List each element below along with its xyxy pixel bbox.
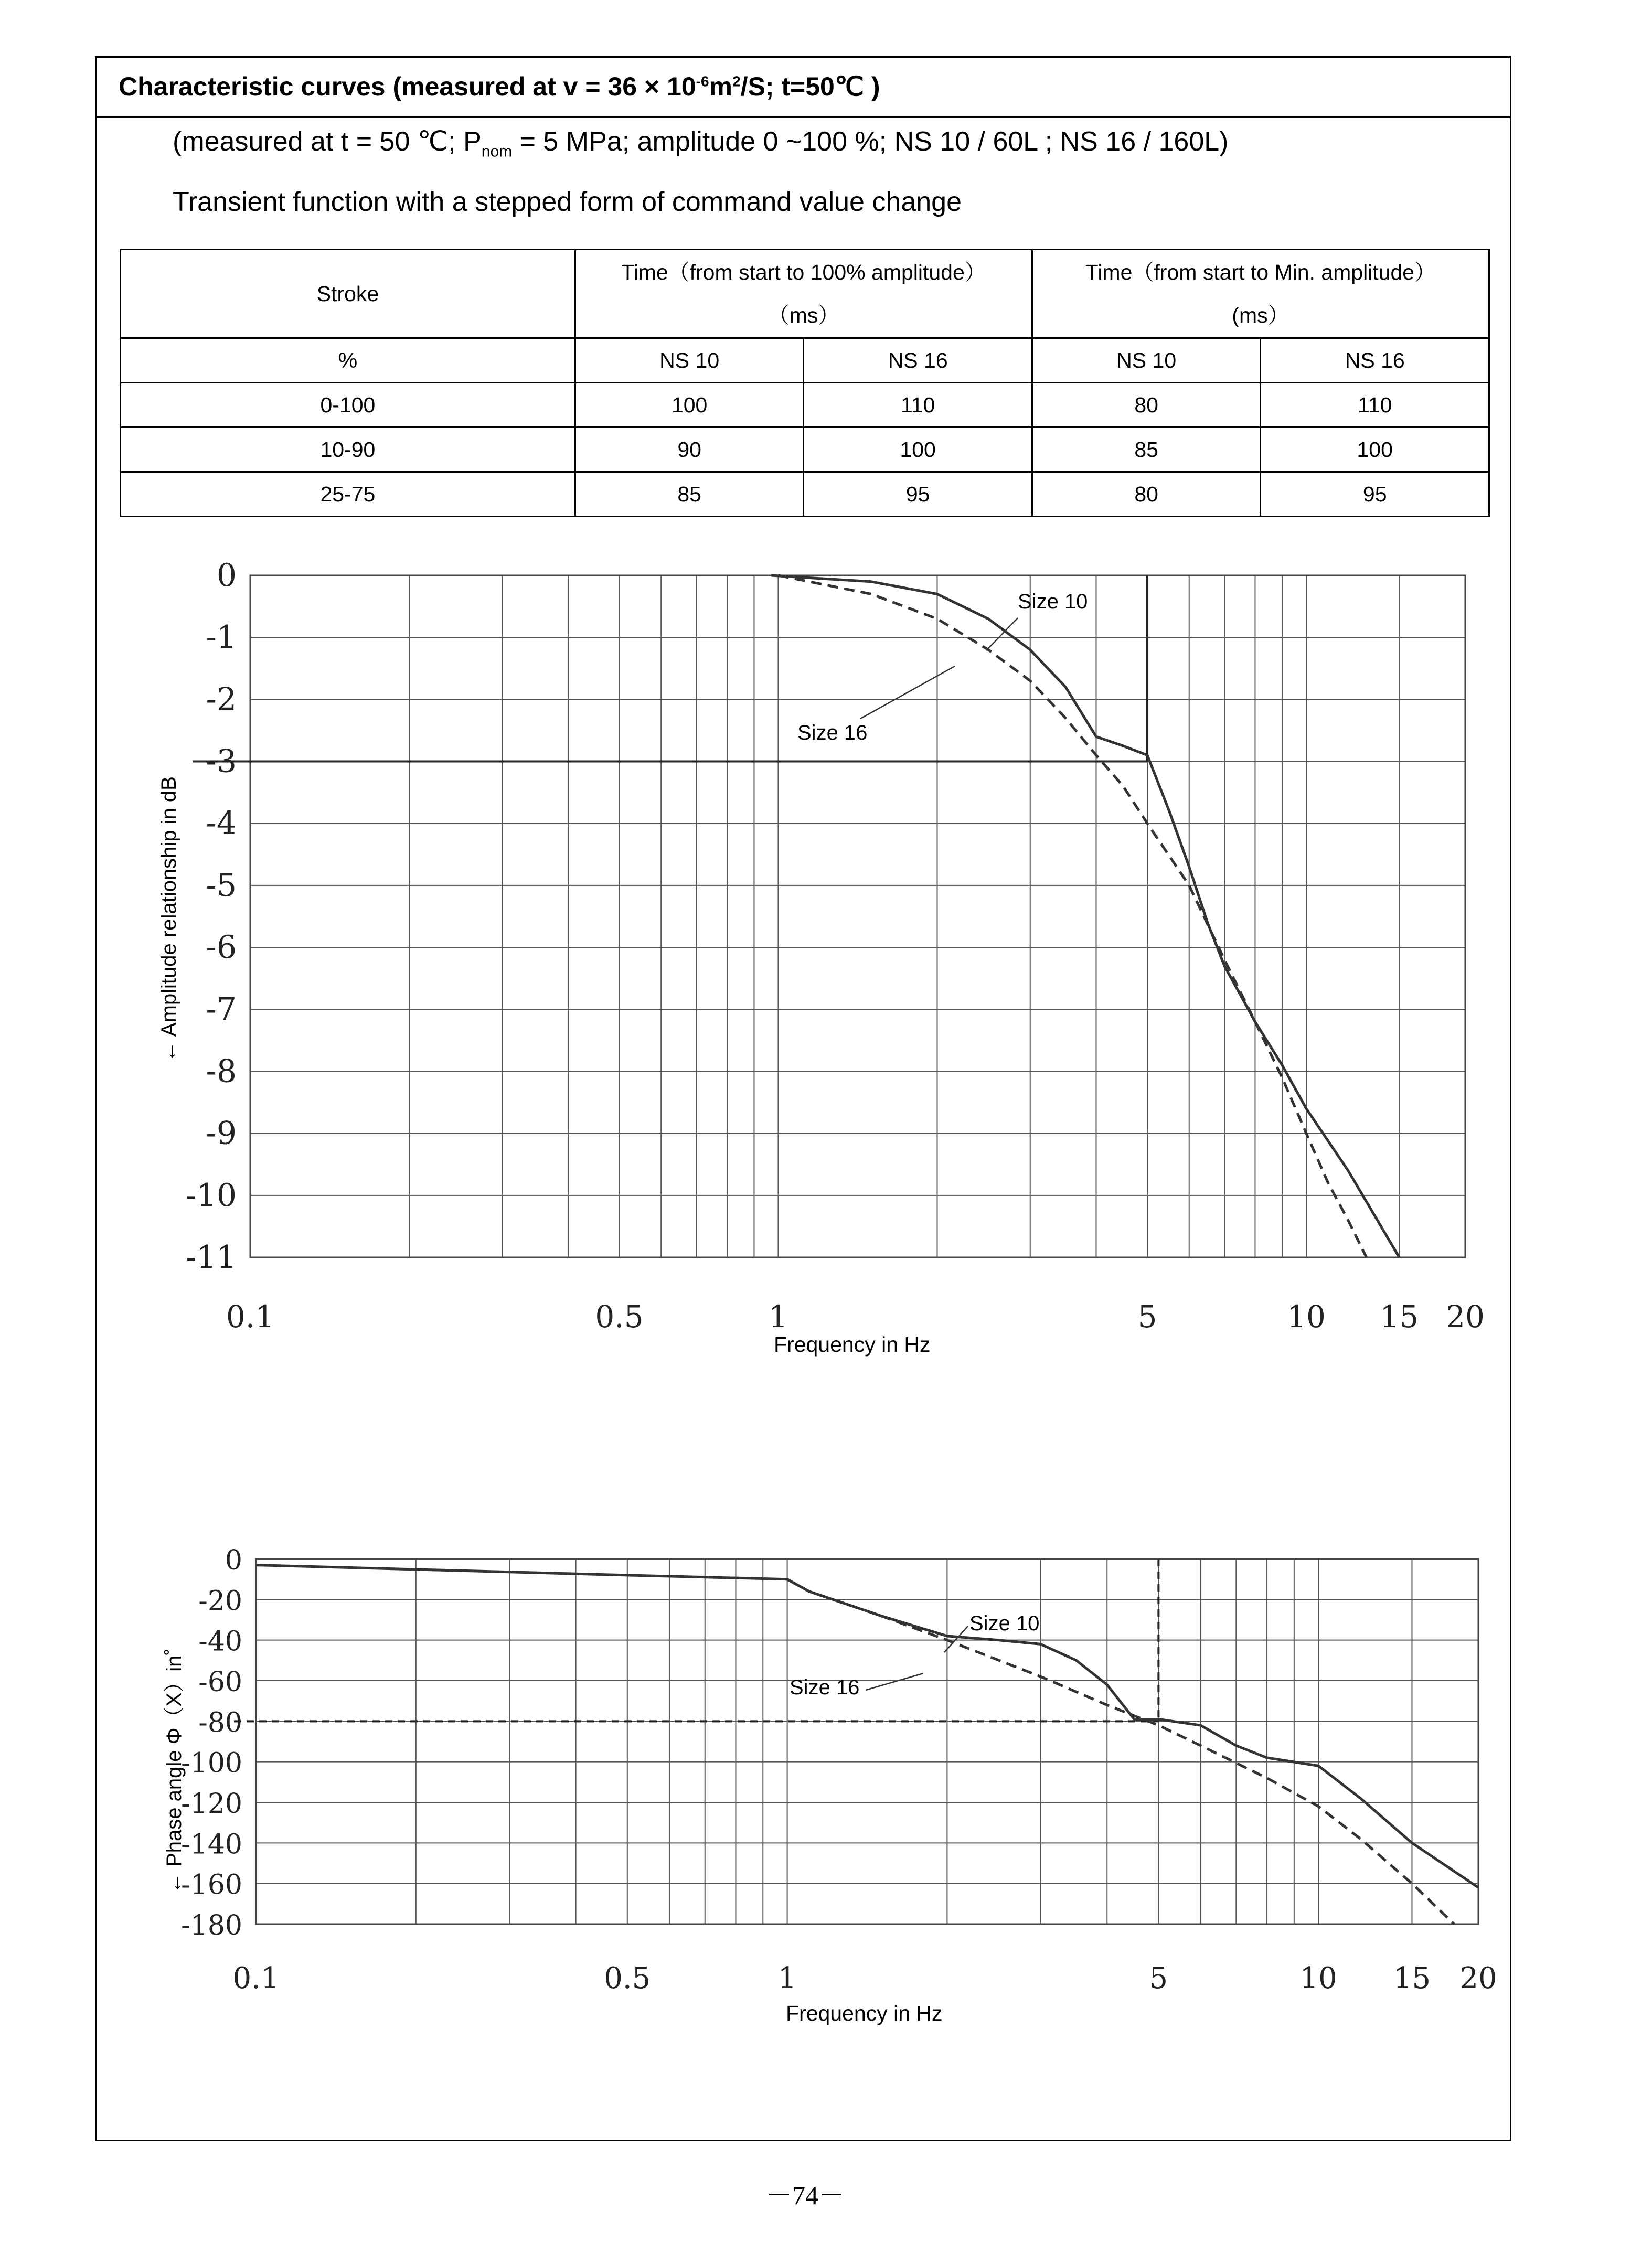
phase-plot bbox=[181, 1545, 1497, 1995]
amplitude-x-tick-label: 1 bbox=[769, 1299, 788, 1334]
amplitude-y-axis-title: ← Amplitude relationship in dB bbox=[157, 776, 180, 1062]
phase-x-tick-label: 5 bbox=[1149, 1961, 1168, 1995]
table-cell: 100 bbox=[1261, 428, 1489, 472]
phase-y-tick-label: -120 bbox=[181, 1788, 242, 1820]
phase-x-tick-label: 0.1 bbox=[232, 1961, 280, 1995]
phase-series-size10-line bbox=[256, 1565, 1478, 1888]
table-cell: 80 bbox=[1032, 383, 1261, 428]
amplitude-x-tick-label: 0.1 bbox=[226, 1299, 275, 1334]
phase-plot-frame bbox=[256, 1559, 1478, 1924]
section-subtitle: Transient function with a stepped form of command value change bbox=[173, 187, 962, 217]
unit-cell: % bbox=[121, 338, 575, 383]
amplitude-y-tick-label: -3 bbox=[206, 743, 237, 780]
amplitude-y-tick-label: -2 bbox=[206, 681, 237, 718]
unit-cell: NS 10 bbox=[1032, 338, 1261, 383]
measurement-conditions: (measured at t = 50 ℃; $P_{nom} = 5$ MPa; amplitude 0 ~100 %; NS 10 / 60L ; NS 16 / 160L) bbox=[173, 126, 1229, 161]
phase-y-tick-label: -80 bbox=[198, 1707, 242, 1739]
phase-y-tick-label: -180 bbox=[181, 1910, 242, 1941]
amplitude-y-tick-label: -7 bbox=[206, 991, 237, 1028]
amplitude-series-size16-line bbox=[779, 575, 1367, 1257]
amplitude-x-tick-label: 20 bbox=[1446, 1299, 1485, 1334]
amplitude-y-tick-label: 0 bbox=[216, 557, 237, 594]
amplitude-annotation-label: Size 10 bbox=[1018, 590, 1088, 613]
amplitude-y-tick-label: -9 bbox=[206, 1115, 237, 1152]
page-number: －74－ bbox=[766, 2181, 845, 2210]
amplitude-y-tick-label: -5 bbox=[206, 867, 237, 904]
phase-x-tick-label: 1 bbox=[777, 1961, 797, 1995]
phase-series-size16-line bbox=[787, 1579, 1454, 1924]
table-cell: 85 bbox=[575, 472, 804, 517]
amplitude-series-size10-line bbox=[771, 575, 1399, 1257]
table-cell: 0-100 bbox=[121, 383, 575, 428]
amplitude-annotation-label: Size 16 bbox=[797, 721, 868, 744]
amplitude-y-tick-label: -4 bbox=[206, 805, 237, 842]
amplitude-plot-frame bbox=[250, 575, 1465, 1257]
table-cell: 95 bbox=[1261, 472, 1489, 517]
amplitude-y-tick-label: -8 bbox=[206, 1053, 237, 1090]
phase-y-tick-label: -20 bbox=[198, 1585, 242, 1617]
phase-x-tick-label: 15 bbox=[1393, 1961, 1431, 1995]
phase-annotation-label: Size 10 bbox=[969, 1612, 1040, 1635]
phase-x-tick-label: 20 bbox=[1459, 1961, 1497, 1995]
amplitude-x-axis-title: Frequency in Hz bbox=[774, 1332, 931, 1357]
amplitude-annotation-leader bbox=[986, 618, 1018, 650]
amplitude-x-tick-label: 5 bbox=[1137, 1299, 1157, 1334]
table-cell: 110 bbox=[804, 383, 1032, 428]
table-cell: 100 bbox=[575, 383, 804, 428]
table-cell: 95 bbox=[804, 472, 1032, 517]
table-cell: 10-90 bbox=[121, 428, 575, 472]
phase-y-tick-label: -140 bbox=[181, 1829, 242, 1861]
time-up-header: Time（from start to 100% amplitude） （ms） bbox=[575, 250, 1032, 338]
phase-y-tick-label: -160 bbox=[181, 1869, 242, 1901]
amplitude-y-tick-label: -1 bbox=[206, 619, 237, 656]
phase-x-axis-title: Frequency in Hz bbox=[786, 2001, 943, 2025]
table-cell: 80 bbox=[1032, 472, 1261, 517]
amplitude-plot bbox=[186, 557, 1485, 1334]
amplitude-x-tick-label: 15 bbox=[1380, 1299, 1419, 1334]
phase-x-tick-label: 0.5 bbox=[604, 1961, 651, 1995]
phase-y-tick-label: -100 bbox=[181, 1747, 242, 1779]
table-cell: 90 bbox=[575, 428, 804, 472]
unit-cell: NS 16 bbox=[804, 338, 1032, 383]
table-cell: 25-75 bbox=[121, 472, 575, 517]
phase-y-axis-title: ← Phase angle Φ（X）in˚ bbox=[163, 1648, 186, 1894]
page-title: Characteristic curves (measured at $v = 36 \times 10^{-6}m^2/S$; t=50℃ ) bbox=[119, 72, 880, 101]
amplitude-y-tick-label: -10 bbox=[186, 1177, 237, 1214]
amplitude-annotation-leader bbox=[860, 666, 955, 719]
amplitude-y-tick-label: -11 bbox=[186, 1239, 237, 1276]
amplitude-x-tick-label: 10 bbox=[1287, 1299, 1326, 1334]
unit-cell: NS 16 bbox=[1261, 338, 1489, 383]
unit-cell: NS 10 bbox=[575, 338, 804, 383]
time-min-header: Time（from start to Min. amplitude） (ms） bbox=[1032, 250, 1489, 338]
table-cell: 100 bbox=[804, 428, 1032, 472]
amplitude-x-tick-label: 0.5 bbox=[595, 1299, 644, 1334]
stroke-header: Stroke bbox=[121, 250, 575, 338]
amplitude-y-tick-label: -6 bbox=[206, 929, 237, 966]
phase-x-tick-label: 10 bbox=[1299, 1961, 1337, 1995]
table-cell: 110 bbox=[1261, 383, 1489, 428]
phase-y-tick-label: 0 bbox=[225, 1545, 242, 1576]
phase-y-tick-label: -60 bbox=[198, 1667, 242, 1698]
table-cell: 85 bbox=[1032, 428, 1261, 472]
phase-y-tick-label: -40 bbox=[198, 1626, 242, 1658]
phase-annotation-label: Size 16 bbox=[790, 1676, 860, 1699]
phase-annotation-leader bbox=[866, 1673, 923, 1690]
